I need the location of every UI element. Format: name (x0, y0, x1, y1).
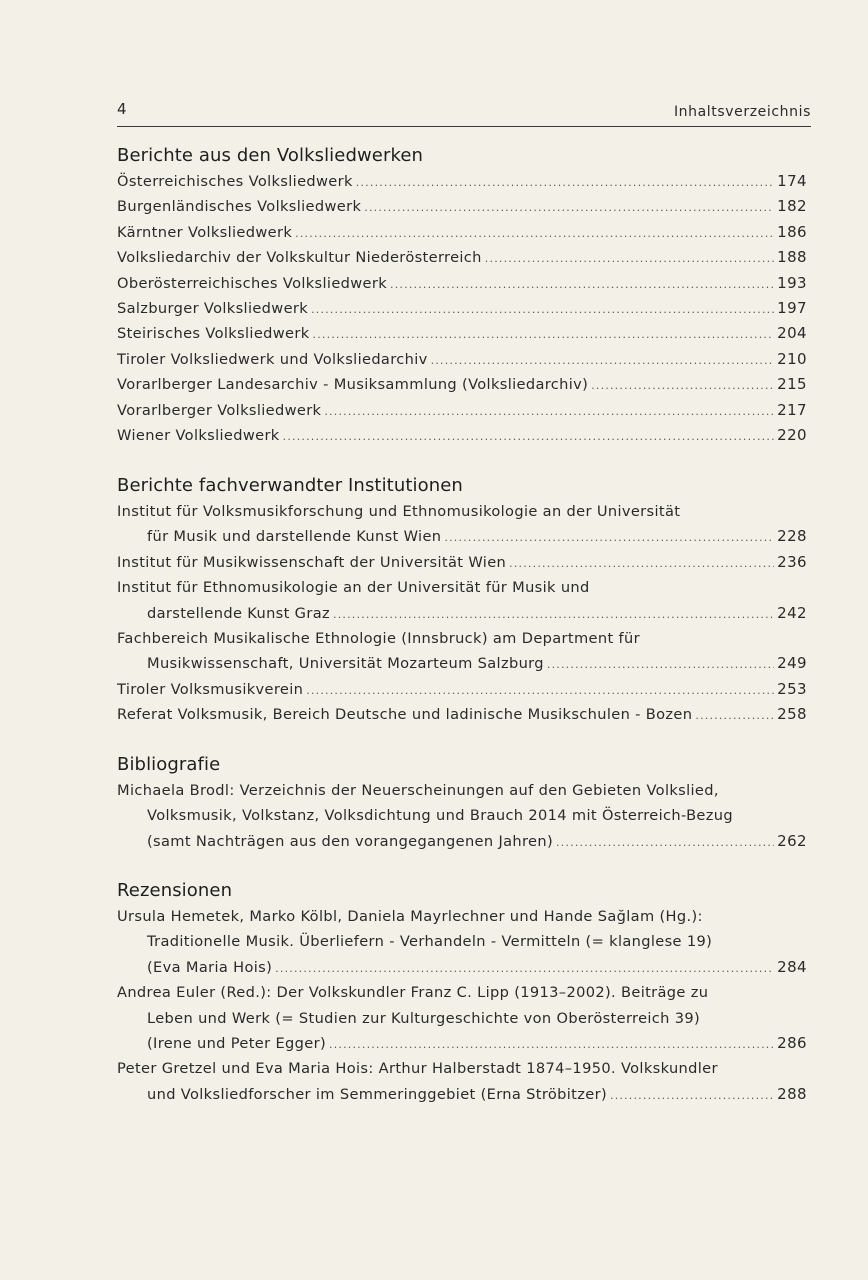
entry-title-text: Vorarlberger Landesarchiv - Musiksammlung (Volksliedarchiv) (117, 376, 589, 394)
running-title: Inhaltsverzeichnis (673, 104, 811, 120)
toc-entry (117, 372, 807, 397)
toc-entry-line (117, 980, 807, 1005)
section-berichte-volksliedwerke (117, 143, 807, 448)
dot-leader (333, 602, 774, 627)
entry-title-text: Peter Gretzel und Eva Maria Hois: Arthur Halberstadt 1874–1950. Volkskundler (117, 1060, 718, 1078)
toc-entry-last-line (117, 194, 807, 219)
toc-entry-last-line (117, 651, 807, 676)
toc-entry-last-line (117, 1031, 807, 1056)
toc-entry-line (117, 904, 807, 929)
page-reference: 228 (777, 527, 807, 546)
section-heading: Bibliografie (117, 754, 221, 775)
toc-entry-last-line (117, 271, 807, 296)
toc-entry (117, 575, 807, 626)
dot-leader (324, 399, 774, 424)
toc-entry (117, 194, 807, 219)
toc-entry-last-line (117, 347, 807, 372)
toc-entry (117, 321, 807, 346)
page-reference: 284 (777, 957, 807, 976)
entry-list (117, 778, 807, 854)
toc-entry (117, 677, 807, 702)
toc-entry-last-line (117, 955, 807, 980)
toc-entry (117, 245, 807, 270)
toc-entry-line (117, 803, 807, 828)
page-reference: 286 (777, 1033, 807, 1052)
page-reference: 174 (777, 172, 807, 190)
page-reference: 182 (777, 197, 807, 216)
toc-entry-last-line (117, 169, 807, 194)
entry-title-text: Institut für Musikwissenschaft der Universität Wien (117, 553, 507, 571)
dot-leader (556, 830, 774, 855)
toc-entry-line (117, 499, 807, 524)
toc-entry-last-line (117, 398, 807, 423)
toc-entry-last-line (117, 372, 807, 397)
page-reference: 193 (777, 273, 807, 292)
page-reference: 188 (777, 248, 807, 267)
entry-title-text: Andrea Euler (Red.): Der Volkskundler Franz C. Lipp (1913–2002). Beiträge zu (117, 984, 709, 1002)
page-reference: 236 (777, 552, 807, 571)
entry-title-text: Steirisches Volksliedwerk (117, 325, 310, 343)
toc-entry-last-line (117, 423, 807, 448)
toc-entry (117, 169, 807, 194)
entry-list (117, 169, 807, 448)
entry-list (117, 499, 807, 728)
page-reference: 197 (777, 298, 807, 317)
dot-leader (610, 1083, 774, 1108)
dot-leader (591, 373, 774, 398)
entry-title-text: Referat Volksmusik, Bereich Deutsche und ladinische Musikschulen - Bozen (117, 706, 693, 724)
entry-title-text: Ursula Hemetek, Marko Kölbl, Daniela Mayrlechner und Hande Sağlam (Hg.): (117, 908, 703, 925)
toc-entry (117, 1056, 807, 1107)
toc-entry (117, 702, 807, 727)
entry-title-text: darstellende Kunst Graz (147, 604, 330, 622)
toc-entry-line (117, 1006, 807, 1031)
toc-entry (117, 626, 807, 677)
entry-title-text: Fachbereich Musikalische Ethnologie (Innsbruck) am Department für (117, 629, 640, 647)
toc-entry-line (117, 929, 807, 954)
entry-title-text: Oberösterreichisches Volksliedwerk (117, 274, 388, 292)
toc-entry (117, 271, 807, 296)
dot-leader (329, 1032, 774, 1057)
toc-entry-last-line (117, 677, 807, 702)
page-reference: 249 (777, 654, 807, 673)
entry-title-text: Burgenländisches Volksliedwerk (117, 198, 362, 216)
page-reference: 288 (777, 1084, 807, 1103)
entry-title-text: Michaela Brodl: Verzeichnis der Neuerscheinungen auf den Gebieten Volkslied, (117, 782, 719, 799)
page-reference: 204 (777, 324, 807, 343)
section-heading: Berichte fachverwandter Institutionen (117, 475, 463, 496)
section-rezensionen (117, 878, 807, 1107)
page-reference: 186 (777, 222, 807, 241)
dot-leader (311, 297, 774, 322)
dot-leader (356, 170, 774, 195)
toc-entry-line (117, 626, 807, 651)
dot-leader (509, 551, 774, 576)
entry-title-text: (Eva Maria Hois) (147, 958, 273, 976)
toc-entry (117, 398, 807, 423)
toc-entry (117, 778, 807, 854)
page-reference: 217 (777, 400, 807, 419)
dot-leader (313, 322, 775, 347)
toc-entry-line (117, 575, 807, 600)
entry-title-text: Institut für Volksmusikforschung und Ethnomusikologie an der Universität (117, 503, 681, 520)
entry-title-text: Leben und Werk (= Studien zur Kulturgeschichte von Oberösterreich 39) (147, 1009, 701, 1027)
dot-leader (390, 272, 774, 297)
entry-title-text: Traditionelle Musik. Überliefern - Verhandeln - Vermitteln (= klanglese 19) (147, 933, 713, 951)
dot-leader (444, 525, 774, 550)
page-reference: 210 (777, 349, 807, 368)
entry-title-text: Institut für Ethnomusikologie an der Universität für Musik und (117, 579, 590, 597)
page-reference: 253 (777, 679, 807, 698)
entry-title-text: Salzburger Volksliedwerk (117, 299, 309, 317)
toc-entry-last-line (117, 702, 807, 727)
entry-title-text: Tiroler Volksmusikverein (117, 680, 304, 698)
toc-entry-last-line (117, 524, 807, 549)
entry-title-text: für Musik und darstellende Kunst Wien (147, 528, 442, 546)
entry-title-text: Wiener Volksliedwerk (117, 426, 280, 444)
page-reference: 242 (777, 603, 807, 622)
section-heading: Berichte aus den Volksliedwerken (117, 145, 424, 166)
section-bibliografie (117, 752, 807, 854)
dot-leader (485, 246, 774, 271)
dot-leader (295, 221, 774, 246)
page-reference: 258 (777, 705, 807, 724)
section-heading: Rezensionen (117, 880, 233, 901)
toc-entry (117, 296, 807, 321)
entry-title-text: Volksliedarchiv der Volkskultur Niederösterreich (117, 249, 482, 267)
entry-title-text: (Irene und Peter Egger) (147, 1034, 326, 1052)
dot-leader (547, 652, 774, 677)
toc-entry (117, 423, 807, 448)
entry-list (117, 904, 807, 1107)
entry-title-text: Österreichisches Volksliedwerk (117, 173, 353, 190)
toc-entry-last-line (117, 296, 807, 321)
page-reference: 262 (777, 831, 807, 850)
dot-leader (431, 348, 775, 373)
page-reference: 220 (777, 425, 807, 444)
dot-leader (283, 424, 775, 449)
toc-entry-last-line (117, 829, 807, 854)
dot-leader (364, 195, 774, 220)
section-fachverwandte-institutionen (117, 473, 807, 728)
entry-title-text: Vorarlberger Volksliedwerk (117, 401, 322, 419)
entry-title-text: Volksmusik, Volkstanz, Volksdichtung und Brauch 2014 mit Österreich-Bezug (147, 807, 733, 825)
dot-leader (306, 678, 774, 703)
page-number: 4 (117, 100, 128, 118)
page-reference: 215 (777, 375, 807, 394)
toc-entry (117, 347, 807, 372)
toc-entry-last-line (117, 321, 807, 346)
entry-title-text: und Volksliedforscher im Semmeringgebiet (Erna Ströbitzer) (147, 1085, 607, 1103)
toc-entry (117, 220, 807, 245)
toc-entry (117, 904, 807, 980)
entry-title-text: Tiroler Volksliedwerk und Volksliedarchiv (117, 350, 428, 368)
dot-leader (275, 956, 774, 981)
page-header (117, 100, 811, 127)
toc-entry (117, 980, 807, 1056)
toc-entry-line (117, 778, 807, 803)
toc-entry-last-line (117, 245, 807, 270)
entry-title-text: (samt Nachträgen aus den vorangegangenen Jahren) (147, 832, 554, 850)
toc-entry-last-line (117, 220, 807, 245)
toc-entry-line (117, 1056, 807, 1081)
entry-title-text: Musikwissenschaft, Universität Mozarteum Salzburg (147, 655, 544, 673)
toc-entry (117, 499, 807, 550)
dot-leader (695, 703, 774, 728)
toc-entry-last-line (117, 550, 807, 575)
toc-entry (117, 550, 807, 575)
toc-entry-last-line (117, 601, 807, 626)
entry-title-text: Kärntner Volksliedwerk (117, 223, 293, 241)
toc-entry-last-line (117, 1082, 807, 1107)
